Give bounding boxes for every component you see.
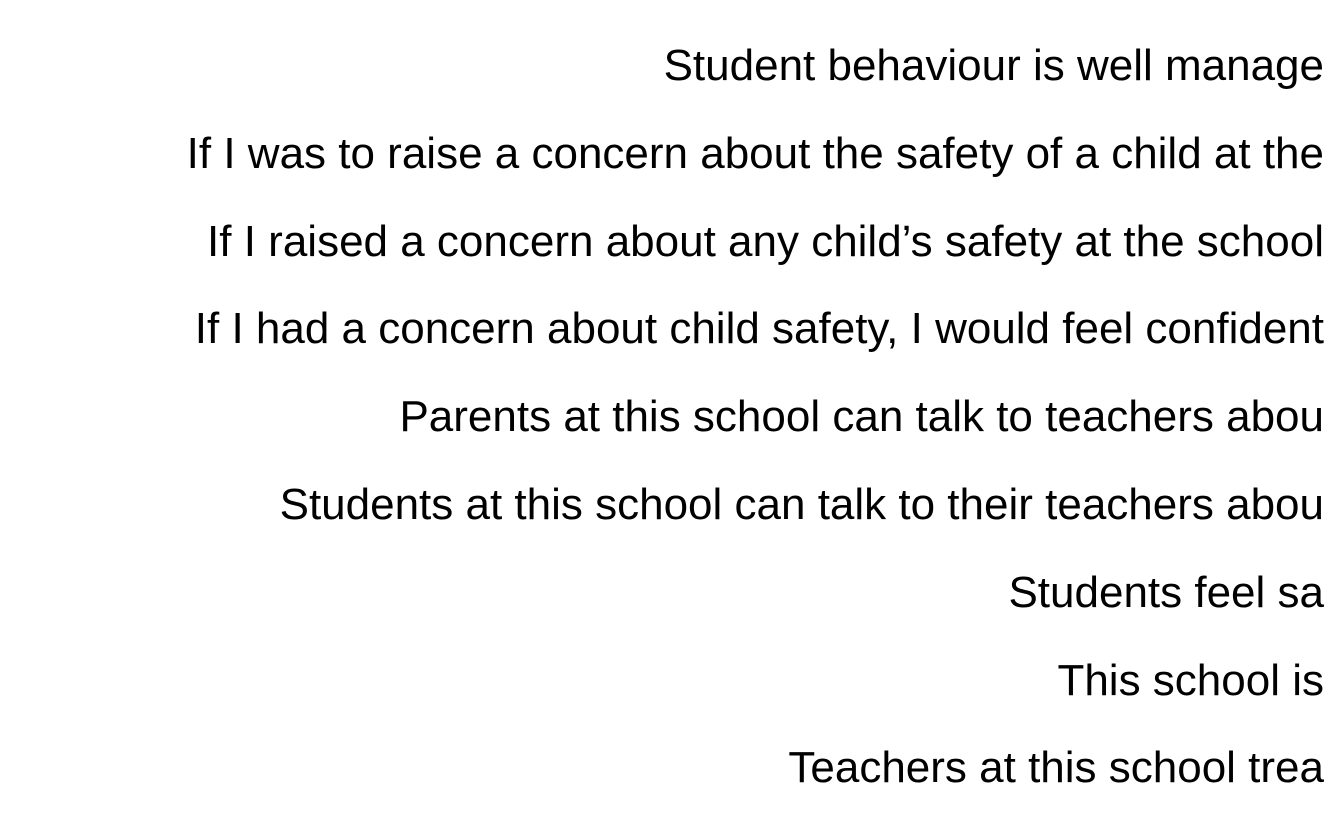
y-tick-label: This school is <box>1057 655 1324 705</box>
y-tick-label: Parents at this school can talk to teachers abou <box>399 392 1324 442</box>
y-tick-label: Student behaviour is well manage <box>663 41 1324 90</box>
y-tick-label: If I was to raise a concern about the safety of a child at the <box>186 128 1324 178</box>
y-tick-label: Students at this school can talk to their teachers abou <box>279 480 1324 529</box>
y-tick-label: If I raised a concern about any child’s safety at the school <box>207 216 1324 266</box>
y-tick-label: If I had a concern about child safety, I would feel confident <box>194 304 1324 354</box>
y-tick-label: Teachers at this school trea <box>788 743 1324 793</box>
y-tick-label: Students feel sa <box>1008 567 1324 617</box>
